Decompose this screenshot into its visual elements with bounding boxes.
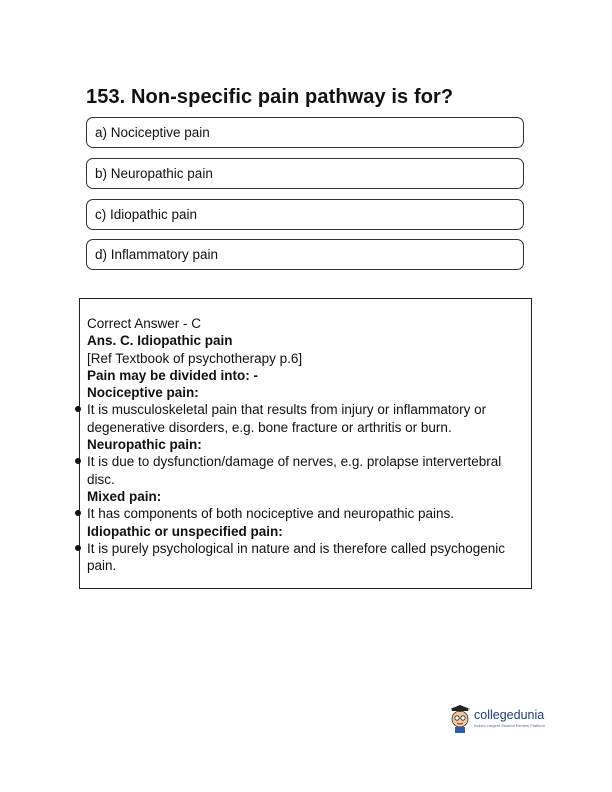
- reference: [Ref Textbook of psychotherapy p.6]: [87, 350, 303, 366]
- neuropathic-item: [87, 453, 527, 488]
- correct-answer: Correct Answer - C: [87, 316, 202, 331]
- question-title: 153. Non-specific pain pathway is for?: [86, 86, 454, 108]
- mixed-item: [87, 505, 527, 522]
- option-d[interactable]: d) Inflammatory pain: [86, 239, 524, 270]
- logo-tagline: India's Largest Student Review Platform: [474, 723, 546, 728]
- nociceptive-text: It is musculoskeletal pain that results from injury or inflammatory or degenerative disorders, e.g. bone fracture or arthritis or burn.: [87, 402, 487, 435]
- idiopathic-item: [87, 540, 527, 575]
- mixed-heading: Mixed pain:: [87, 488, 162, 504]
- mixed-text: It has components of both nociceptive and neuropathic pains.: [87, 506, 454, 522]
- idiopathic-text: It is purely psychological in nature and is therefore called psychogenic pain.: [87, 540, 505, 574]
- divided-heading: Pain may be divided into: -: [87, 367, 259, 383]
- nociceptive-heading: Nociceptive pain:: [87, 385, 199, 401]
- bullet-icon: [75, 545, 81, 551]
- option-c[interactable]: c) Idiopathic pain: [86, 199, 524, 230]
- neuropathic-heading: Neuropathic pain:: [87, 437, 202, 453]
- answer-content: [87, 315, 527, 574]
- neuropathic-text: It is due to dysfunction/damage of nerves, e.g. prolapse intervertebral disc.: [87, 454, 502, 487]
- option-a[interactable]: a) Nociceptive pain: [86, 117, 524, 148]
- logo-text: collegedunia: [474, 708, 545, 722]
- nociceptive-item: [87, 401, 527, 436]
- idiopathic-heading: Idiopathic or unspecified pain:: [87, 523, 283, 539]
- answer-heading: Ans. C. Idiopathic pain: [87, 333, 233, 349]
- option-b[interactable]: b) Neuropathic pain: [86, 158, 524, 189]
